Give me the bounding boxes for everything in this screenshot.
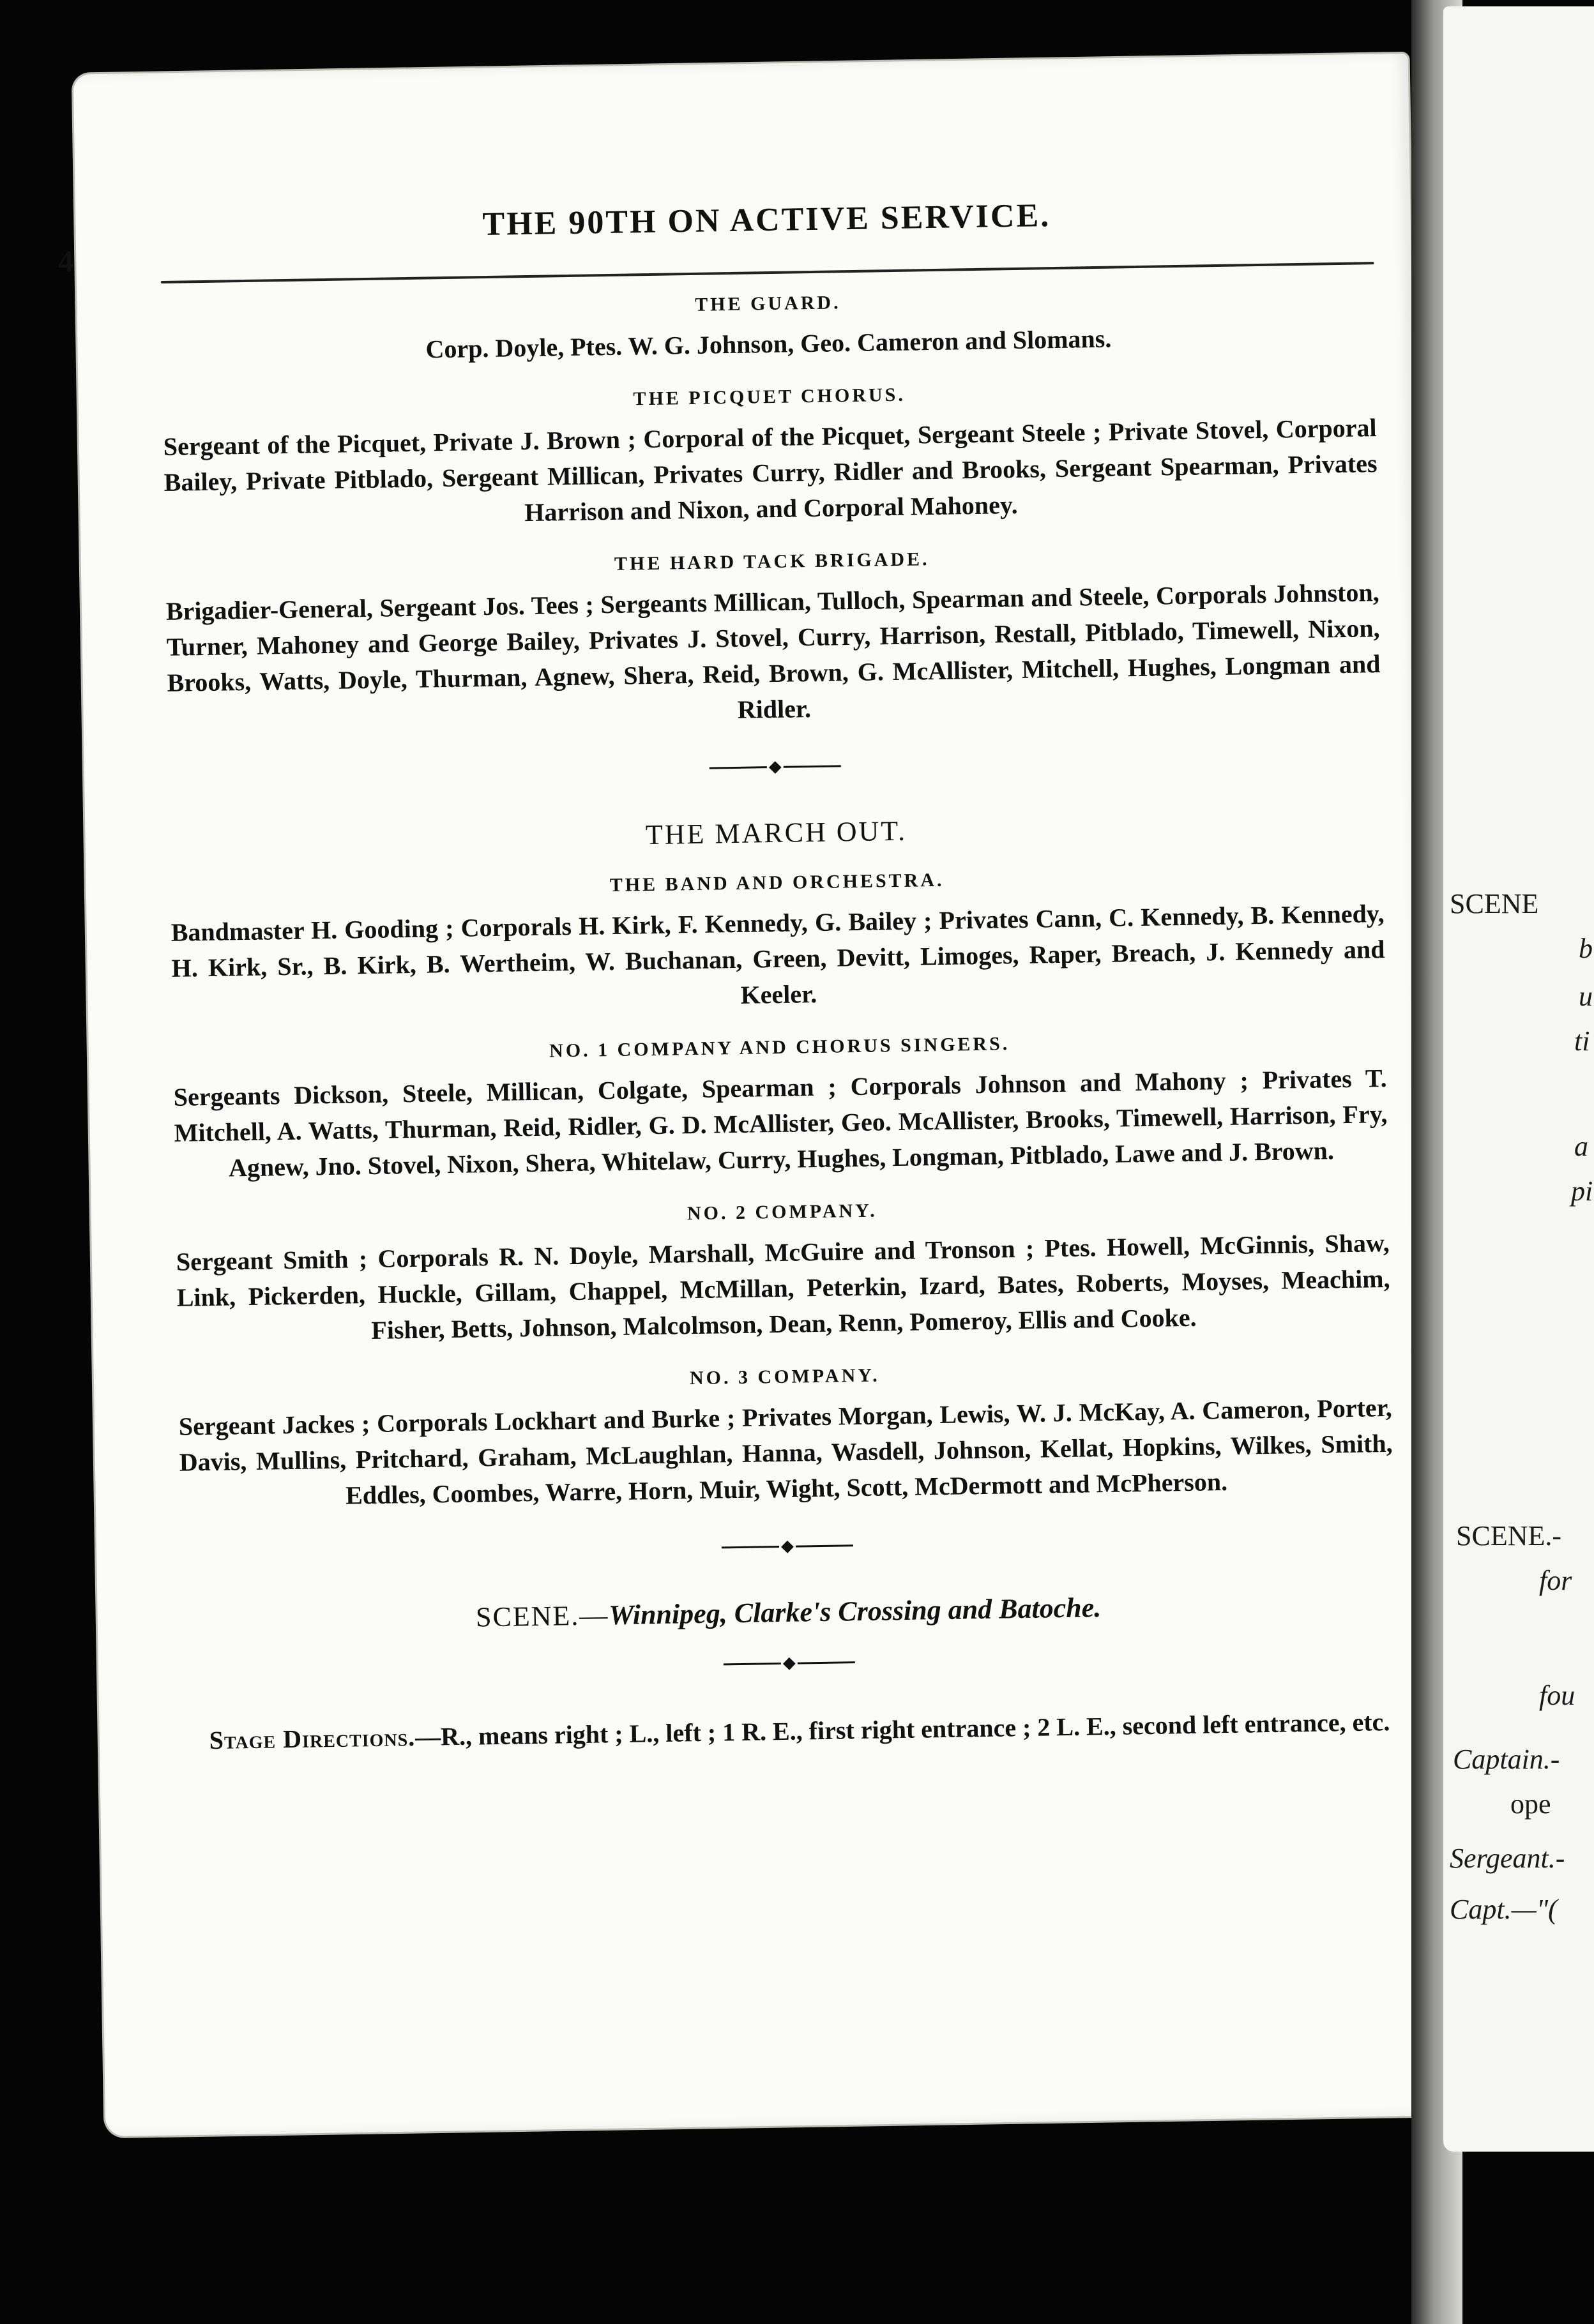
- section-text: Corp. Doyle, Ptes. W. G. Johnson, Geo. Cameron and Slomans.: [425, 324, 1112, 364]
- scene-line: [181, 1587, 1395, 1638]
- section-no3-company: [178, 1357, 1393, 1516]
- section-title: THE PICQUET CHORUS.: [633, 384, 906, 410]
- ornament-divider: [181, 1521, 1394, 1567]
- section-picquet-chorus: [163, 377, 1378, 536]
- march-out-title: THE MARCH OUT.: [645, 815, 907, 851]
- page-content: [57, 192, 1397, 1760]
- section-hard-tack-brigade: [165, 541, 1381, 737]
- facing-fragment: u: [1579, 981, 1593, 1012]
- section-text: Brigadier-General, Sergeant Jos. Tees ; Sergeants Millican, Tulloch, Spearman and Steele, Corporals Johnston, Turner, Mahoney and George Bailey, Privates J. Stovel, Curry, Harrison, Restall, Pitblado, Timewell, Nixon, Brooks, Watts, Doyle, Thurman, Agnew, Shera, Reid, Brown, G. McAllister, Mitchell, Hughes, Longman and Ridler.: [165, 578, 1381, 724]
- running-title: THE 90TH ON ACTIVE SERVICE.: [482, 197, 1051, 243]
- scene-label: SCENE.—: [475, 1599, 609, 1633]
- facing-fragment: SCENE.-: [1456, 1520, 1561, 1551]
- ornament-divider: [183, 1638, 1396, 1684]
- facing-fragment: pi: [1571, 1175, 1593, 1207]
- stage-directions-label: Stage Directions.: [209, 1723, 416, 1755]
- facing-fragment: fou: [1539, 1680, 1575, 1711]
- facing-fragment: for: [1539, 1565, 1572, 1596]
- section-title: NO. 3 COMPANY.: [689, 1364, 880, 1389]
- section-text: Sergeant Smith ; Corporals R. N. Doyle, Marshall, McGuire and Tronson ; Ptes. Howell, McGinnis, Shaw, Link, Pickerden, Huckle, Gillam, Chappel, McMillan, Peterkin, Izard, Bates, Roberts, Moyses, Meachim, Fisher, Betts, Johnson, Malcolmson, Dean, Renn, Pomeroy, Ellis and Cooke.: [176, 1228, 1390, 1345]
- section-title: NO. 2 COMPANY.: [687, 1200, 877, 1225]
- facing-fragment: Captain.-: [1453, 1744, 1560, 1775]
- ornament-divider: [169, 742, 1382, 788]
- section-title: THE HARD TACK BRIGADE.: [614, 548, 930, 575]
- section-text: Bandmaster H. Gooding ; Corporals H. Kirk, F. Kennedy, G. Bailey ; Privates Cann, C. Kennedy, B. Kennedy, H. Kirk, Sr., B. Kirk, B. Wertheim, W. Buchanan, Green, Devitt, Limoges, Raper, Breach, J. Kennedy and Keeler.: [171, 899, 1385, 1009]
- section-guard: [161, 283, 1375, 372]
- right-page-fragment: [1443, 6, 1594, 2152]
- facing-fragment: a: [1574, 1131, 1588, 1162]
- facing-fragment: Capt.—"(: [1450, 1894, 1558, 1925]
- section-title: NO. 1 COMPANY AND CHORUS SINGERS.: [549, 1033, 1010, 1062]
- page-number: 4: [57, 245, 74, 279]
- facing-fragment: SCENE: [1450, 888, 1539, 919]
- section-text: Sergeants Dickson, Steele, Millican, Colgate, Spearman ; Corporals Johnson and Mahony ; Privates T. Mitchell, A. Watts, Thurman, Reid, Ridler, G. D. McAllister, Geo. McAllister, Brooks, Timewell, Harrison, Fry, Agnew, Jno. Stovel, Nixon, Shera, Whitelaw, Curry, Hughes, Longman, Pitblado, Lawe and J. Brown.: [173, 1063, 1388, 1182]
- scene-text: Winnipeg, Clarke's Crossing and Batoche.: [608, 1592, 1102, 1631]
- section-no1-company: [173, 1027, 1388, 1187]
- facing-fragment: ope: [1510, 1788, 1551, 1820]
- facing-fragment: Sergeant.-: [1450, 1843, 1565, 1874]
- stage-directions-text: —R., means right ; L., left ; 1 R. E., first right entrance ; 2 L. E., second left entrance, etc.: [414, 1707, 1390, 1752]
- section-no2-company: [176, 1192, 1391, 1352]
- facing-fragment: b: [1579, 933, 1593, 964]
- section-text: Sergeant of the Picquet, Private J. Brown ; Corporal of the Picquet, Sergeant Steele ; Private Stovel, Corporal Bailey, Private Pitblado, Sergeant Millican, Privates Curry, Ridler and Brooks, Sergeant Spearman, Privates Harrison and Nixon, and Corporal Mahoney.: [163, 413, 1378, 527]
- section-text: Sergeant Jackes ; Corporals Lockhart and Burke ; Privates Morgan, Lewis, W. J. McKay, A. Cameron, Porter, Davis, Mullins, Pritchard, Graham, McLaughlan, Hanna, Wasdell, Johnson, Kellat, Hopkins, Wilkes, Smith, Eddles, Coombes, Warre, Horn, Muir, Wight, Scott, McDermott and McPherson.: [178, 1392, 1393, 1510]
- section-title: THE BAND AND ORCHESTRA.: [609, 869, 945, 896]
- facing-fragment: ti: [1574, 1025, 1590, 1057]
- section-band-orchestra: [171, 863, 1386, 1022]
- section-title: THE GUARD.: [694, 292, 841, 315]
